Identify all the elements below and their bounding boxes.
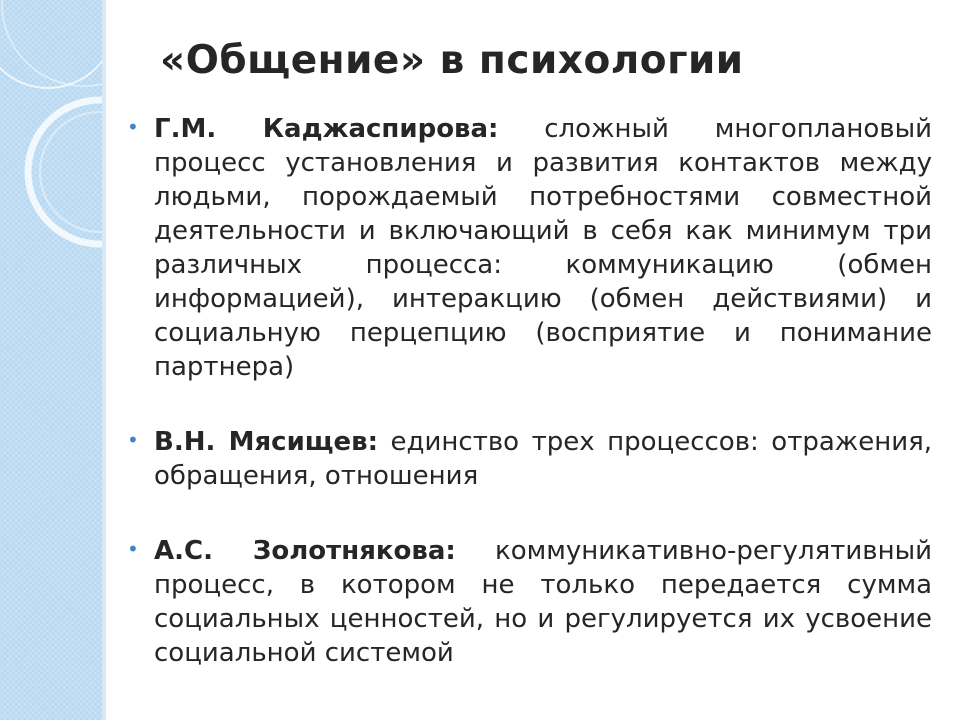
slide-title: «Общение» в психологии <box>160 38 744 83</box>
decorative-sidebar <box>0 0 106 720</box>
definition-text: коммуникативно-регулятивный процесс, в котором не только передается сумма социальных ценностей, но и регулируется их усвоение социальной системой <box>154 536 932 668</box>
definition-text: сложный многоплановый процесс установления и развития контактов между людьми, порождаемый потребностями совместной деятельности и включающий в себя как минимум три различных процесса: коммуникацию (обмен информацией), интеракцию (обмен действиями) и социальную перцепцию (восприятие и понимание партнера) <box>154 114 933 382</box>
definition-item-zolotnyakova <box>126 534 932 670</box>
sidebar-edge <box>102 0 106 720</box>
bullet-icon: • <box>127 115 139 139</box>
bullet-icon: • <box>127 537 139 561</box>
decorative-circles <box>0 0 106 720</box>
definition-item-myasishchev <box>126 425 932 493</box>
bullet-icon: • <box>127 428 139 452</box>
definition-text: единство трех процессов: отражения, обращения, отношения <box>154 427 933 491</box>
definition-list <box>126 112 932 670</box>
definition-item-kadzhaspirova <box>126 112 932 384</box>
author-name: А.С. Золотнякова: <box>154 536 456 566</box>
author-name: Г.М. Каджаспирова: <box>154 114 499 144</box>
author-name: В.Н. Мясищев: <box>154 427 379 457</box>
